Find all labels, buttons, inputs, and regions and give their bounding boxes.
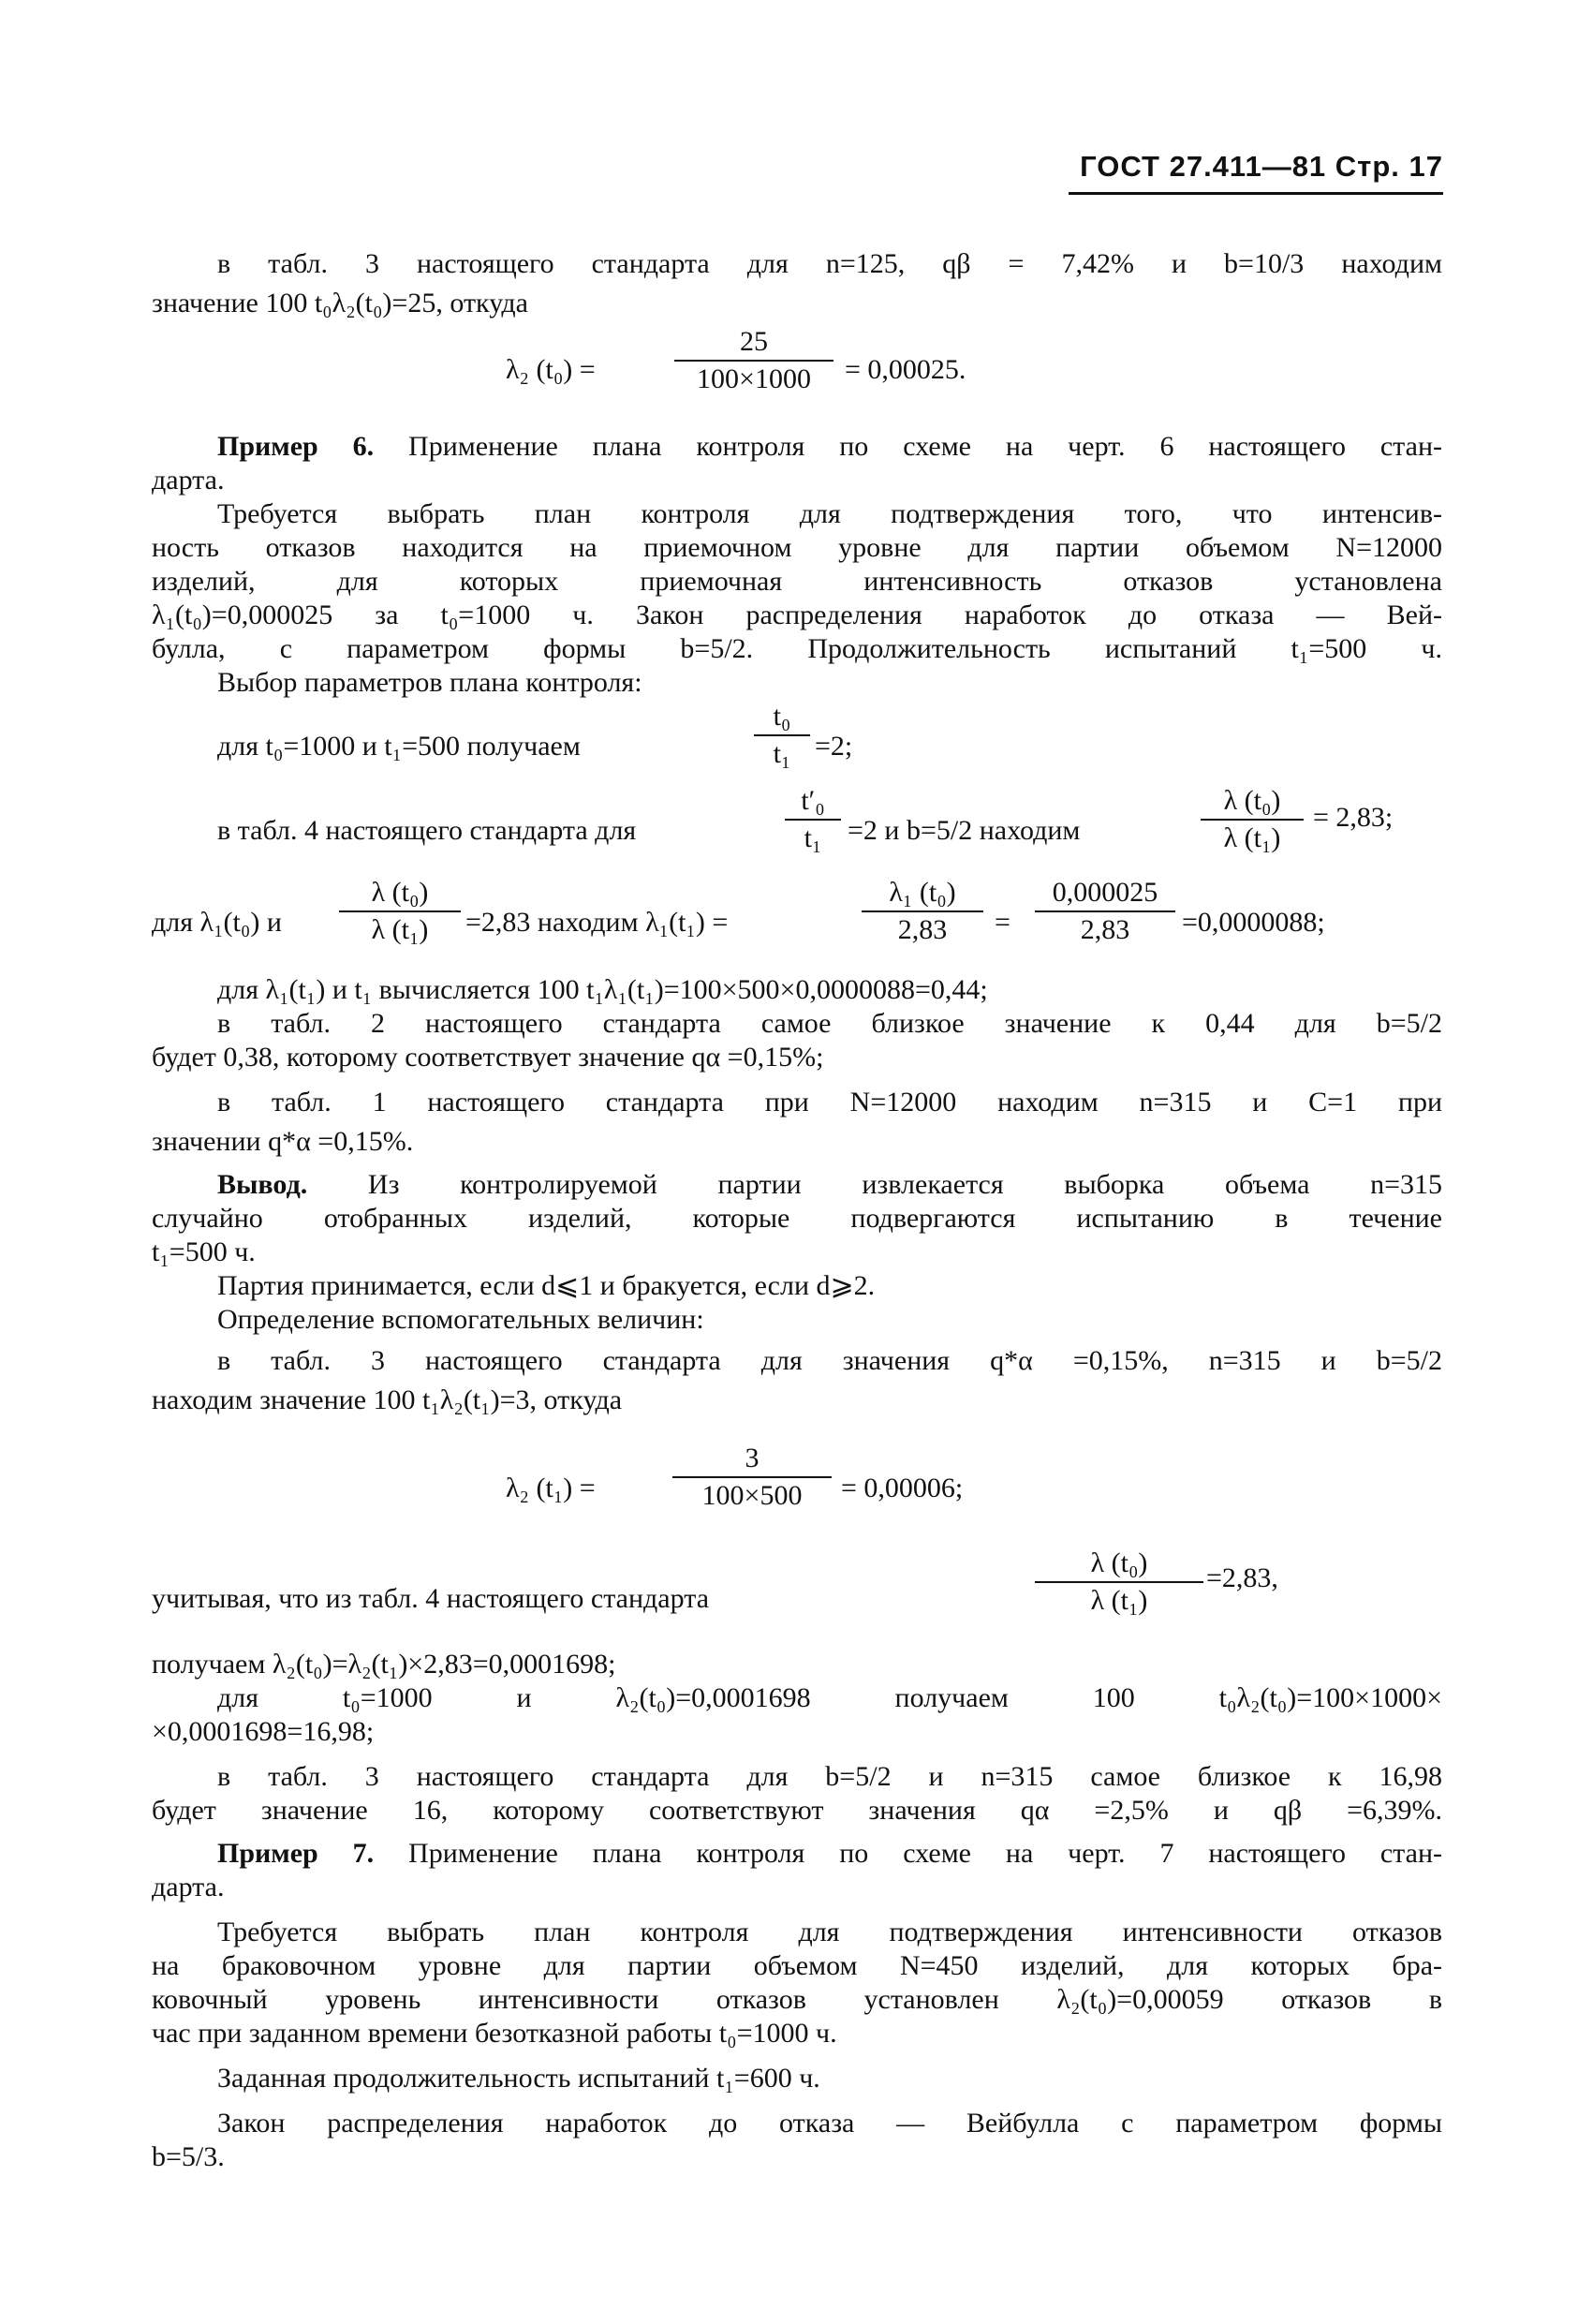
text-line: ковочный уровень интенсивности отказов установлен λ₂(t₀)=0,00059 отказов в — [152, 1984, 1442, 2015]
formula-rhs: =2,83, — [1206, 1562, 1278, 1593]
conclusion-heading — [217, 1169, 1442, 1201]
formula-rhs: = 2,83; — [1313, 802, 1394, 833]
text-line: λ₁(t₀)=0,000025 за t₀=1000 ч. Закон распределения наработок до отказа — Вей- — [152, 600, 1442, 630]
formula-text: =2,83 находим λ₁(t₁) = — [465, 907, 729, 938]
text-line: t₁=500 ч. — [152, 1236, 256, 1267]
fraction-numerator: t′₀ — [801, 785, 825, 816]
fraction-numerator: t₀ — [773, 701, 791, 732]
formula-fraction — [862, 877, 983, 946]
text-line: будет значение 16, которому соответствуют значения qα =2,5% и qβ =6,39%. — [152, 1795, 1442, 1826]
formula-lhs: для λ₁(t₀) и — [152, 907, 282, 938]
fraction-denominator: λ (t₁) — [1035, 1581, 1203, 1617]
text-line: значение 100 t₀λ₂(t₀)=25, откуда — [152, 288, 528, 318]
example-text: Применение плана контроля по схеме на черт. 6 настоящего стан- — [374, 431, 1443, 462]
text-line: булла, с параметром формы b=5/2. Продолжительность испытаний t₁=500 ч. — [152, 633, 1442, 664]
text-line: в табл. 2 настоящего стандарта самое близкое значение к 0,44 для b=5/2 — [217, 1008, 1442, 1039]
example-label: Пример 6. — [217, 431, 375, 462]
fraction-denominator: λ (t₁) — [339, 910, 461, 946]
text-line: находим значение 100 t₁λ₂(t₁)=3, откуда — [152, 1384, 623, 1415]
text-line: будет 0,38, которому соответствует значение qα =0,15%; — [152, 1042, 824, 1073]
text-line: в табл. 3 настоящего стандарта для значения q*α =0,15%, n=315 и b=5/2 — [217, 1345, 1442, 1376]
fraction-denominator: t₁ — [785, 819, 841, 854]
header-rule — [1069, 192, 1443, 195]
formula-lhs: для t₀=1000 и t₁=500 получаем — [217, 731, 581, 762]
fraction-numerator: 3 — [745, 1443, 760, 1473]
fraction-denominator: 100×500 — [672, 1476, 832, 1512]
formula-lhs: λ₂ (t₁) = — [506, 1473, 596, 1503]
fraction-numerator: λ (t₀) — [371, 877, 429, 908]
page-header: ГОСТ 27.411—81 Стр. 17 — [1080, 150, 1443, 183]
text-line: для t₀=1000 и λ₂(t₀)=0,0001698 получаем 100 t₀λ₂(t₀)=100×1000× — [217, 1682, 1442, 1713]
fraction-numerator: λ₁ (t₀) — [889, 877, 956, 908]
formula-rhs: =2; — [815, 731, 853, 762]
fraction-denominator: λ (t₁) — [1201, 819, 1304, 854]
text-line: дарта. — [152, 465, 225, 496]
example-label: Пример 7. — [217, 1838, 375, 1869]
fraction-denominator: 2,83 — [862, 910, 983, 946]
text-line: дарта. — [152, 1872, 225, 1902]
example-text: Применение плана контроля по схеме на черт. 7 настоящего стан- — [374, 1838, 1443, 1869]
conclusion-label: Вывод. — [217, 1169, 308, 1200]
text-line: значении q*α =0,15%. — [152, 1126, 414, 1157]
text-line: в табл. 1 настоящего стандарта при N=12000 находим n=315 и C=1 при — [217, 1087, 1442, 1118]
formula-fraction — [785, 785, 841, 854]
text-line: b=5/3. — [152, 2141, 225, 2172]
formula-rhs: = 0,00006; — [841, 1473, 964, 1503]
fraction-denominator: t₁ — [754, 734, 810, 770]
text-line: Выбор параметров плана контроля: — [217, 667, 642, 698]
text-line: Партия принимается, если d⩽1 и бракуется, если d⩾2. — [217, 1270, 876, 1301]
formula-fraction — [1035, 1547, 1203, 1617]
formula-lhs: λ₂ (t₀) = — [506, 354, 596, 385]
text-line: ×0,0001698=16,98; — [152, 1716, 375, 1747]
text-line: Требуется выбрать план контроля для подтверждения того, что интенсив- — [217, 498, 1442, 529]
fraction-numerator: 25 — [740, 326, 768, 357]
text-line: для λ₁(t₁) и t₁ вычисляется 100 t₁λ₁(t₁)=100×500×0,0000088=0,44; — [217, 974, 988, 1005]
fraction-denominator: 2,83 — [1035, 910, 1175, 946]
conclusion-text: Из контролируемой партии извлекается выборка объема n=315 — [307, 1169, 1442, 1200]
fraction-numerator: λ (t₀) — [1223, 785, 1281, 816]
example-heading — [217, 1838, 1442, 1870]
text-line: ность отказов находится на приемочном уровне для партии объемом N=12000 — [152, 532, 1442, 563]
formula-rhs: = 0,00025. — [845, 354, 966, 385]
formula-lhs: учитывая, что из табл. 4 настоящего стандарта — [152, 1583, 710, 1614]
example-heading — [217, 431, 1442, 463]
formula-fraction — [339, 877, 461, 946]
text-line: в табл. 3 настоящего стандарта для n=125, qβ = 7,42% и b=10/3 находим — [217, 248, 1442, 279]
formula-rhs: =0,0000088; — [1182, 907, 1325, 938]
text-line: Заданная продолжительность испытаний t₁=600 ч. — [217, 2063, 820, 2094]
text-line: на браковочном уровне для партии объемом N=450 изделий, для которых бра- — [152, 1950, 1442, 1981]
formula-text: =2 и b=5/2 находим — [848, 815, 1081, 846]
text-line: случайно отобранных изделий, которые подвергаются испытанию в течение — [152, 1203, 1442, 1234]
fraction-denominator: 100×1000 — [674, 360, 833, 395]
text-line: Требуется выбрать план контроля для подтверждения интенсивности отказов — [217, 1917, 1442, 1947]
text-line: Закон распределения наработок до отказа — Вейбулла с параметром формы — [217, 2108, 1442, 2139]
formula-fraction — [754, 701, 810, 770]
formula-fraction — [1035, 877, 1175, 946]
fraction-numerator: λ (t₀) — [1090, 1547, 1148, 1578]
formula-text: = — [995, 907, 1010, 938]
text-line: изделий, для которых приемочная интенсивность отказов установлена — [152, 566, 1442, 597]
text-line: получаем λ₂(t₀)=λ₂(t₁)×2,83=0,0001698; — [152, 1649, 616, 1680]
formula-fraction — [674, 326, 833, 395]
formula-lhs: в табл. 4 настоящего стандарта для — [217, 815, 637, 846]
text-line: Определение вспомогательных величин: — [217, 1304, 704, 1335]
text-line: в табл. 3 настоящего стандарта для b=5/2 и n=315 самое близкое к 16,98 — [217, 1761, 1442, 1792]
formula-fraction — [672, 1443, 832, 1512]
fraction-numerator: 0,000025 — [1052, 877, 1158, 908]
text-line: час при заданном времени безотказной работы t₀=1000 ч. — [152, 2018, 837, 2049]
formula-fraction — [1201, 785, 1304, 854]
